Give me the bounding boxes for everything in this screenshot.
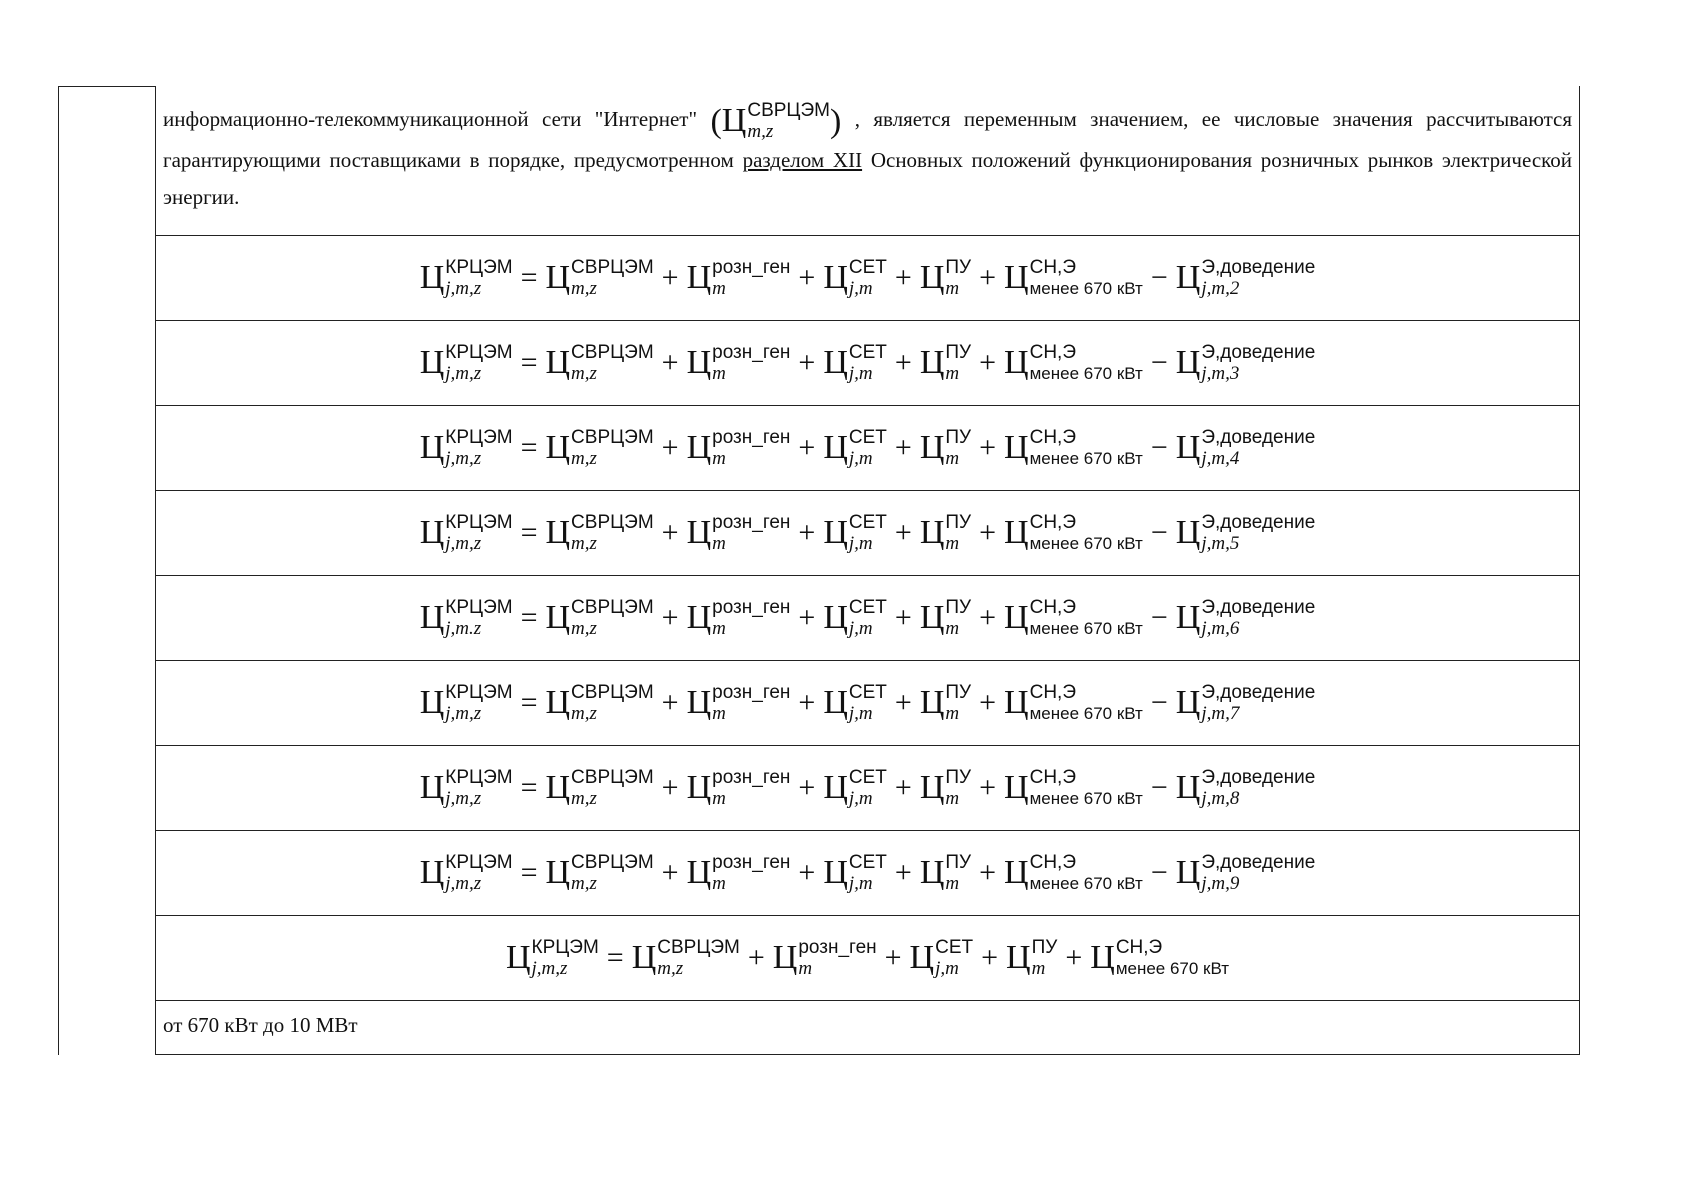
formula-operator: + xyxy=(894,771,912,804)
document-table xyxy=(58,86,1580,1055)
formula-operator: + xyxy=(661,856,679,889)
formula-operator: = xyxy=(520,516,538,549)
formula-operator: = xyxy=(520,346,538,379)
formula-term: Ц КРЦЭМ j,m,z xyxy=(419,767,513,809)
formula-term: Ц СН,Э менее 670 кВт xyxy=(1004,682,1143,723)
formula-row xyxy=(156,491,1579,576)
intro-inline-formula: ( Ц СВРЦЭМ m,z ) xyxy=(710,100,842,142)
formula-operator: + xyxy=(798,261,816,294)
formula-term: Ц КРЦЭМ j,m,z xyxy=(419,257,513,299)
formula-term: Ц СН,Э менее 670 кВт xyxy=(1004,427,1143,468)
formula-term: Ц СЕТ j,m xyxy=(823,767,887,809)
formula-operator: + xyxy=(798,431,816,464)
formula-term: Ц КРЦЭМ j,m,z xyxy=(419,342,513,384)
formula-operator: + xyxy=(979,771,997,804)
formula-term: Ц ПУ m xyxy=(919,342,972,384)
formula-term: Ц СВРЦЭМ m,z xyxy=(545,427,654,469)
formula-operator: + xyxy=(798,601,816,634)
formula-operator: + xyxy=(894,856,912,889)
formula-operator: = xyxy=(520,856,538,889)
formula-term: Ц КРЦЭМ j,m,z xyxy=(419,682,513,724)
formula-operator: + xyxy=(979,686,997,719)
formula xyxy=(420,852,1316,894)
formula-term: Ц СВРЦЭМ m,z xyxy=(545,342,654,384)
formula-term: Ц розн_ген m xyxy=(686,257,791,299)
formula-row xyxy=(156,236,1579,321)
formula-row xyxy=(156,576,1579,661)
formula-row xyxy=(156,661,1579,746)
formula-term: Ц СВРЦЭМ m,z xyxy=(545,852,654,894)
intro-text-before: информационно-телекоммуникационной сети "Интернет" xyxy=(163,106,698,131)
formula-term: Ц ПУ m xyxy=(919,257,972,299)
formula-term: Ц КРЦЭМ j,m.z xyxy=(419,597,513,639)
intro-text-end: Основных положений функционирования розничных рынков электрической энергии. xyxy=(163,148,1573,209)
formula-operator: + xyxy=(661,771,679,804)
formula-operator: + xyxy=(979,601,997,634)
formula-term: Ц розн_ген m xyxy=(686,597,791,639)
formula xyxy=(420,512,1316,554)
formula xyxy=(420,597,1316,639)
formula-operator: − xyxy=(1150,601,1168,634)
formula-term: Ц СН,Э менее 670 кВт xyxy=(1004,342,1143,383)
formula xyxy=(420,342,1316,384)
intro-formula-sup: СВРЦЭМ xyxy=(747,100,830,121)
formula-operator: + xyxy=(894,261,912,294)
formula-term: Ц ПУ m xyxy=(919,682,972,724)
formula-operator: = xyxy=(520,431,538,464)
formula-row xyxy=(156,831,1579,916)
formula-operator: + xyxy=(661,686,679,719)
formula-term: Ц Э,доведение j,m,6 xyxy=(1175,597,1316,639)
formula-operator: + xyxy=(661,516,679,549)
formula-operator: − xyxy=(1150,261,1168,294)
formula-term: Ц КРЦЭМ j,m,z xyxy=(419,427,513,469)
formula-operator: + xyxy=(798,686,816,719)
power-range-row xyxy=(156,1001,1579,1055)
formula-term: Ц СН,Э менее 670 кВт xyxy=(1004,257,1143,298)
formula-term: Ц розн_ген m xyxy=(686,682,791,724)
formula-term: Ц СВРЦЭМ m,z xyxy=(545,257,654,299)
formula-term: Ц СН,Э менее 670 кВт xyxy=(1004,852,1143,893)
formula-operator: − xyxy=(1150,516,1168,549)
formula-term: Ц Э,доведение j,m,8 xyxy=(1175,767,1316,809)
formula xyxy=(420,427,1316,469)
formula xyxy=(420,257,1316,299)
formula-term: Ц Э,доведение j,m,2 xyxy=(1175,257,1316,299)
formula-operator: + xyxy=(661,431,679,464)
formula-term: Ц КРЦЭМ j,m,z xyxy=(419,852,513,894)
formula-operator: + xyxy=(979,431,997,464)
formula-operator: − xyxy=(1150,431,1168,464)
formula-term: Ц розн_ген m xyxy=(686,427,791,469)
formula-operator: + xyxy=(798,346,816,379)
formula-operator: + xyxy=(894,516,912,549)
formula-term: Ц СВРЦЭМ m,z xyxy=(545,767,654,809)
formula-term: Ц СЕТ j,m xyxy=(823,512,887,554)
section-xii-link[interactable]: разделом XII xyxy=(742,148,863,172)
formula-term: Ц СН,Э менее 670 кВт xyxy=(1004,597,1143,638)
formula xyxy=(420,767,1316,809)
formula-final: Ц КРЦЭМ j,m,z = Ц СВРЦЭМ m,z + Ц розн_ген m + Ц СЕТ j,m + Ц ПУ m + Ц СН,Э менее 670 кВт xyxy=(505,937,1230,979)
formula-term: Ц ПУ m xyxy=(919,852,972,894)
formula-operator: + xyxy=(894,686,912,719)
formula-term: Ц СЕТ j,m xyxy=(823,342,887,384)
formula-term: Ц СЕТ j,m xyxy=(823,852,887,894)
formula-operator: = xyxy=(520,261,538,294)
formula-row xyxy=(156,321,1579,406)
formula-operator: − xyxy=(1150,686,1168,719)
formula-operator: − xyxy=(1150,771,1168,804)
formula-operator: + xyxy=(894,431,912,464)
table-content-column xyxy=(156,86,1579,1055)
power-range-label: от 670 кВт до 10 МВт xyxy=(163,1013,358,1037)
formula-term: Ц розн_ген m xyxy=(686,852,791,894)
formula-term: Ц СВРЦЭМ m,z xyxy=(545,597,654,639)
formula-operator: + xyxy=(661,261,679,294)
formula-operator: + xyxy=(798,771,816,804)
formula-term: Ц ПУ m xyxy=(919,427,972,469)
formula-operator: + xyxy=(979,516,997,549)
formula-term: Ц СН,Э менее 670 кВт xyxy=(1004,512,1143,553)
formula-term: Ц Э,доведение j,m,3 xyxy=(1175,342,1316,384)
formula-term: Ц СЕТ j,m xyxy=(823,427,887,469)
formula-term: Ц КРЦЭМ j,m,z xyxy=(419,512,513,554)
formula-term: Ц Э,доведение j,m,7 xyxy=(1175,682,1316,724)
formula-term: Ц СВРЦЭМ m,z xyxy=(545,512,654,554)
formula-operator: = xyxy=(520,686,538,719)
formula-operator: + xyxy=(661,346,679,379)
formula-term: Ц Э,доведение j,m,9 xyxy=(1175,852,1316,894)
formula xyxy=(420,682,1316,724)
formula-row xyxy=(156,746,1579,831)
intro-formula-sub: m,z xyxy=(747,121,774,142)
formula-term: Ц розн_ген m xyxy=(686,342,791,384)
formula-term: Ц розн_ген m xyxy=(686,767,791,809)
formula-operator: + xyxy=(894,601,912,634)
table-left-column xyxy=(59,86,156,1055)
formula-row-final xyxy=(156,916,1579,1001)
formula-operator: − xyxy=(1150,346,1168,379)
formula-operator: + xyxy=(979,261,997,294)
formula-term: Ц розн_ген m xyxy=(686,512,791,554)
formula-operator: + xyxy=(894,346,912,379)
intro-text-after: , является переменным значением, ее числовые значения рассчитываются гарантирующими поставщиками в порядке, предусмотренном xyxy=(163,106,1573,172)
formula-operator: = xyxy=(520,771,538,804)
formula-operator: − xyxy=(1150,856,1168,889)
formula-operator: + xyxy=(798,856,816,889)
formula-operator: = xyxy=(520,601,538,634)
formula-operator: + xyxy=(798,516,816,549)
formula-term: Ц СЕТ j,m xyxy=(823,257,887,299)
formula-term: Ц СВРЦЭМ m,z xyxy=(545,682,654,724)
formula-term: Ц ПУ m xyxy=(919,767,972,809)
formula-operator: + xyxy=(661,601,679,634)
formula-term: Ц СЕТ j,m xyxy=(823,597,887,639)
formula-term: Ц ПУ m xyxy=(919,597,972,639)
formula-term: Ц СН,Э менее 670 кВт xyxy=(1004,767,1143,808)
formula-term: Ц Э,доведение j,m,5 xyxy=(1175,512,1316,554)
formula-rows xyxy=(156,236,1579,916)
intro-paragraph xyxy=(156,86,1579,236)
formula-term: Ц Э,доведение j,m,4 xyxy=(1175,427,1316,469)
intro-formula-base: Ц xyxy=(721,102,747,139)
formula-row xyxy=(156,406,1579,491)
formula-term: Ц ПУ m xyxy=(919,512,972,554)
formula-operator: + xyxy=(979,856,997,889)
formula-term: Ц СЕТ j,m xyxy=(823,682,887,724)
formula-operator: + xyxy=(979,346,997,379)
